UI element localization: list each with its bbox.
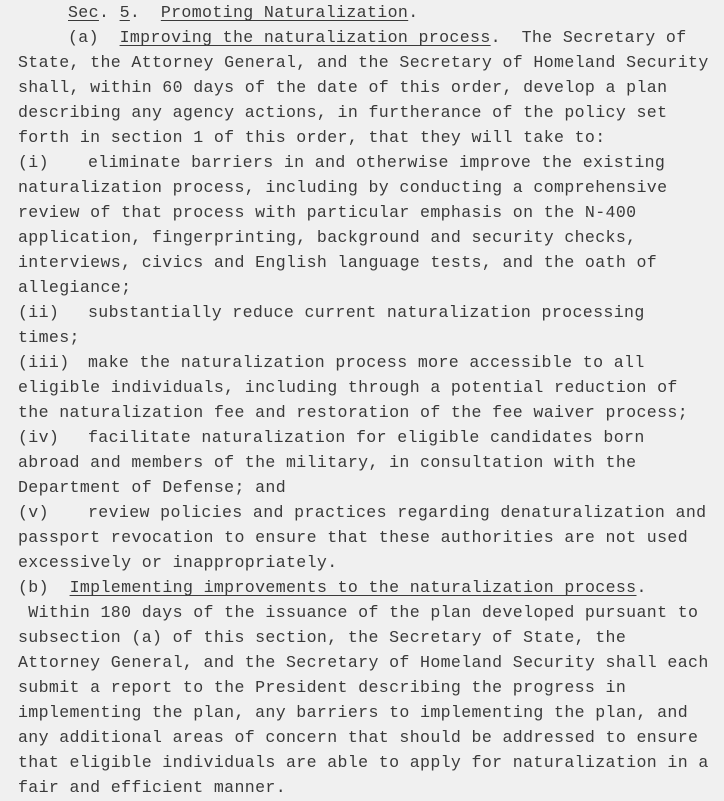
list-item-v <box>18 500 706 525</box>
subsection-b-line: Attorney General, and the Secretary of Homeland Security shall each <box>18 653 709 672</box>
subsection-a-intro-line: shall, within 60 days of the date of this order, develop a plan <box>18 78 668 97</box>
item-marker: (v) <box>18 503 49 522</box>
item-line: excessively or inappropriately. <box>18 553 338 572</box>
item-line: eligible individuals, including through a potential reduction of <box>18 378 678 397</box>
subsection-b-line: any additional areas of concern that should be addressed to ensure <box>18 728 699 747</box>
section-header: Sec. 5. Promoting Naturalization. <box>68 3 419 22</box>
subsection-a-intro-line: The Secretary of <box>521 28 687 47</box>
item-line: substantially reduce current naturalization processing <box>88 303 645 322</box>
item-line: interviews, civics and English language tests, and the oath of <box>18 253 658 272</box>
subsection-a-intro-line: forth in section 1 of this order, that they will take to: <box>18 128 606 147</box>
subsection-a-marker: (a) <box>68 28 99 47</box>
item-line: facilitate naturalization for eligible candidates born <box>88 428 645 447</box>
item-line: Department of Defense; and <box>18 478 287 497</box>
subsection-a-intro-line: describing any agency actions, in furtherance of the policy set <box>18 103 668 122</box>
subsection-a-intro-line: State, the Attorney General, and the Secretary of Homeland Security <box>18 53 709 72</box>
subsection-b-line: Within 180 days of the issuance of the plan developed pursuant to <box>18 603 699 622</box>
subsection-b-line: fair and efficient manner. <box>18 778 287 797</box>
item-marker: (iii) <box>18 353 70 372</box>
item-line: naturalization process, including by conducting a comprehensive <box>18 178 668 197</box>
list-item-i <box>18 150 665 175</box>
subsection-b-line: that eligible individuals are able to apply for naturalization in a <box>18 753 709 772</box>
subsection-a-heading-line: (a) Improving the naturalization process. The Secretary of <box>68 28 687 47</box>
subsection-b-line: submit a report to the President describing the progress in <box>18 678 627 697</box>
subsection-b-heading: Implementing improvements to the naturalization process <box>69 578 637 597</box>
item-marker: (iv) <box>18 428 60 447</box>
list-item-ii <box>18 300 645 325</box>
item-line: passport revocation to ensure that these authorities are not used <box>18 528 689 547</box>
item-line: make the naturalization process more accessible to all <box>88 353 645 372</box>
item-line: review of that process with particular emphasis on the N-400 <box>18 203 637 222</box>
item-line: eliminate barriers in and otherwise improve the existing <box>88 153 666 172</box>
subsection-a-heading: Improving the naturalization process <box>119 28 491 47</box>
section-label: Sec <box>68 3 99 22</box>
item-marker: (ii) <box>18 303 60 322</box>
section-number: 5 <box>119 3 130 22</box>
item-line: times; <box>18 328 80 347</box>
list-item-iv <box>18 425 645 450</box>
list-item-iii <box>18 350 645 375</box>
subsection-b-line: implementing the plan, any barriers to implementing the plan, and <box>18 703 689 722</box>
item-marker: (i) <box>18 153 49 172</box>
subsection-b-heading-line: (b) Implementing improvements to the naturalization process. <box>18 578 647 597</box>
item-line: the naturalization fee and restoration of the fee waiver process; <box>18 403 689 422</box>
section-title: Promoting Naturalization <box>160 3 409 22</box>
item-line: review policies and practices regarding denaturalization and <box>88 503 707 522</box>
subsection-b-marker: (b) <box>18 578 49 597</box>
item-line: application, fingerprinting, background and security checks, <box>18 228 637 247</box>
item-line: abroad and members of the military, in consultation with the <box>18 453 637 472</box>
item-line: allegiance; <box>18 278 132 297</box>
subsection-b-line: subsection (a) of this section, the Secretary of State, the <box>18 628 627 647</box>
